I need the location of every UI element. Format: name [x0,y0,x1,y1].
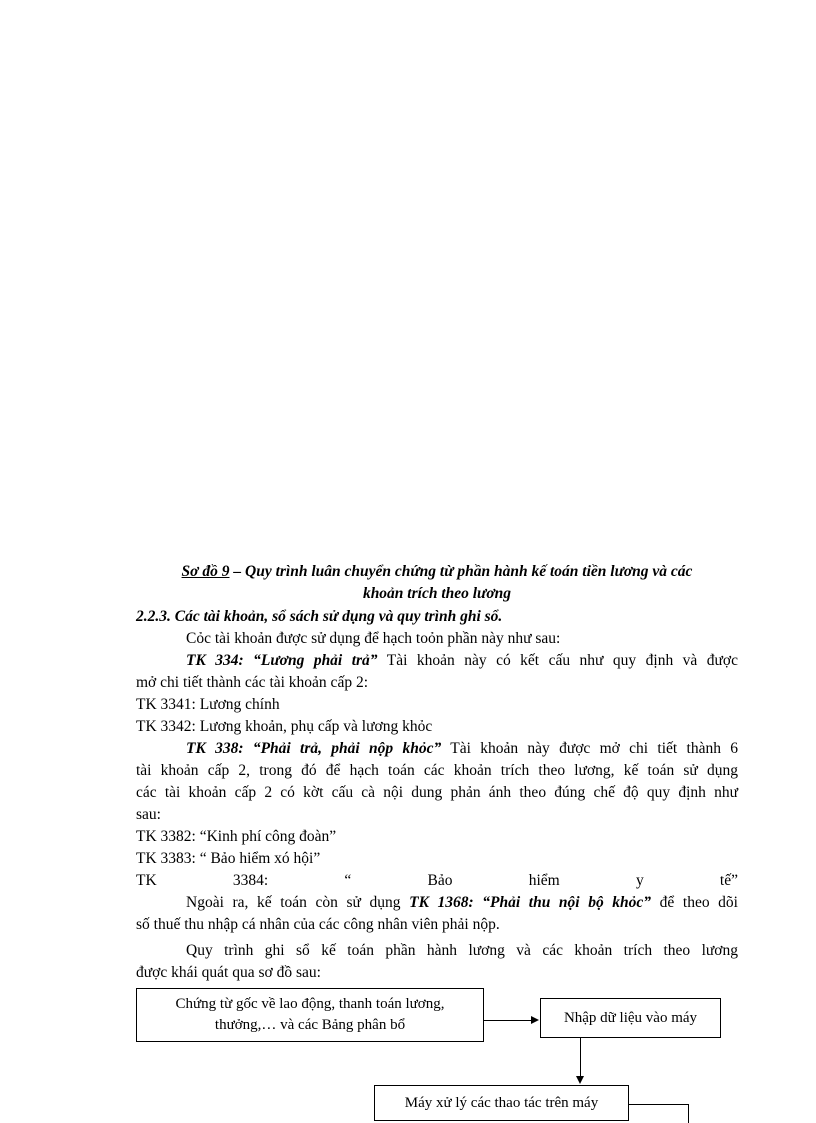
tk3384-part: TK [136,872,157,889]
tk3384-part: hiểm [528,872,560,889]
tk338-line-1 [186,738,738,760]
connector-line [688,1104,689,1123]
tk334-label: TK 334: “Lương phải trả” [186,652,378,669]
tk3384-part: “ [344,872,352,889]
machine-processing-label: Máy xử lý các thao tác trên máy [404,1094,599,1111]
process-line-1: Quy trình ghi sổ kế toán phần hành lương và các khoản trích theo lương [186,942,738,959]
connector-line [580,1037,581,1077]
caption-line-1 [136,561,738,583]
tk3383-item: TK 3383: “ Bảo hiểm xó hội” [136,850,321,867]
connector-line [483,1020,532,1021]
arrow-right [531,1016,539,1024]
tk1368-text-after: để theo dõi [651,894,738,911]
tk3341-item: TK 3341: Lương chính [136,696,280,713]
caption-prefix: Sơ đồ 9 [181,563,230,580]
tk3384-part: y [635,872,644,889]
tk1368-line-1 [186,892,738,914]
connector-line [628,1104,688,1105]
tk3342-item: TK 3342: Lương khoản, phụ cấp và lương khỏc [136,718,433,735]
data-entry-label: Nhập dữ liệu vào máy [563,1009,698,1026]
tk3384-part: tế” [719,872,738,889]
tk338-line-3: các tài khoản cấp 2 có kờt cấu cà nội dung phản ánh theo đúng chế độ quy định như [136,784,738,801]
caption-line-2: khoản trích theo lương [362,585,512,602]
tk334-line-2: mở chi tiết thành các tài khoản cấp 2: [136,674,369,691]
process-line-2: được khái quát qua sơ đồ sau: [136,964,321,981]
source-documents-label: Chứng từ gốc về lao động, thanh toán lương, thưởng,… và các Bảng phân bổ [175,996,445,1033]
tk3382-item: TK 3382: “Kinh phí công đoàn” [136,828,337,845]
arrow-down [576,1076,584,1084]
caption-rest: – Quy trình luân chuyển chứng từ phần hành kế toán tiền lương và các [229,563,693,580]
machine-processing-box [374,1085,629,1121]
tk334-text-1: Tài khoản này có kết cấu như quy định và được [377,652,738,669]
tk3384-item [136,870,738,892]
data-entry-box [540,998,721,1038]
tk338-text-1: Tài khoản này được mở chi tiết thành 6 [441,740,738,757]
tk338-line-4: sau: [136,806,161,823]
tk338-line-2: tài khoản cấp 2, trong đó để hạch toán các khoản trích theo lương, kế toán sử dụng [136,762,738,779]
tk3384-part: Bảo [427,872,453,889]
section-heading: 2.2.3. Các tài khoản, sổ sách sử dụng và quy trình ghi sổ. [136,608,503,625]
tk1368-text-before: Ngoài ra, kế toán còn sử dụng [186,894,410,911]
tk1368-line-2: số thuế thu nhập cá nhân của các công nhân viên phải nộp. [136,916,500,933]
tk3384-part: 3384: [232,872,269,889]
tk334-line-1 [186,650,738,672]
intro-paragraph: Cỏc tài khoản được sử dụng để hạch toỏn phần này như sau: [186,630,561,647]
diagram-caption [136,561,738,605]
tk338-label: TK 338: “Phải trả, phải nộp khỏc” [186,740,442,757]
tk1368-label: TK 1368: “Phải thu nội bộ khỏc” [409,894,652,911]
source-documents-box [136,988,484,1042]
